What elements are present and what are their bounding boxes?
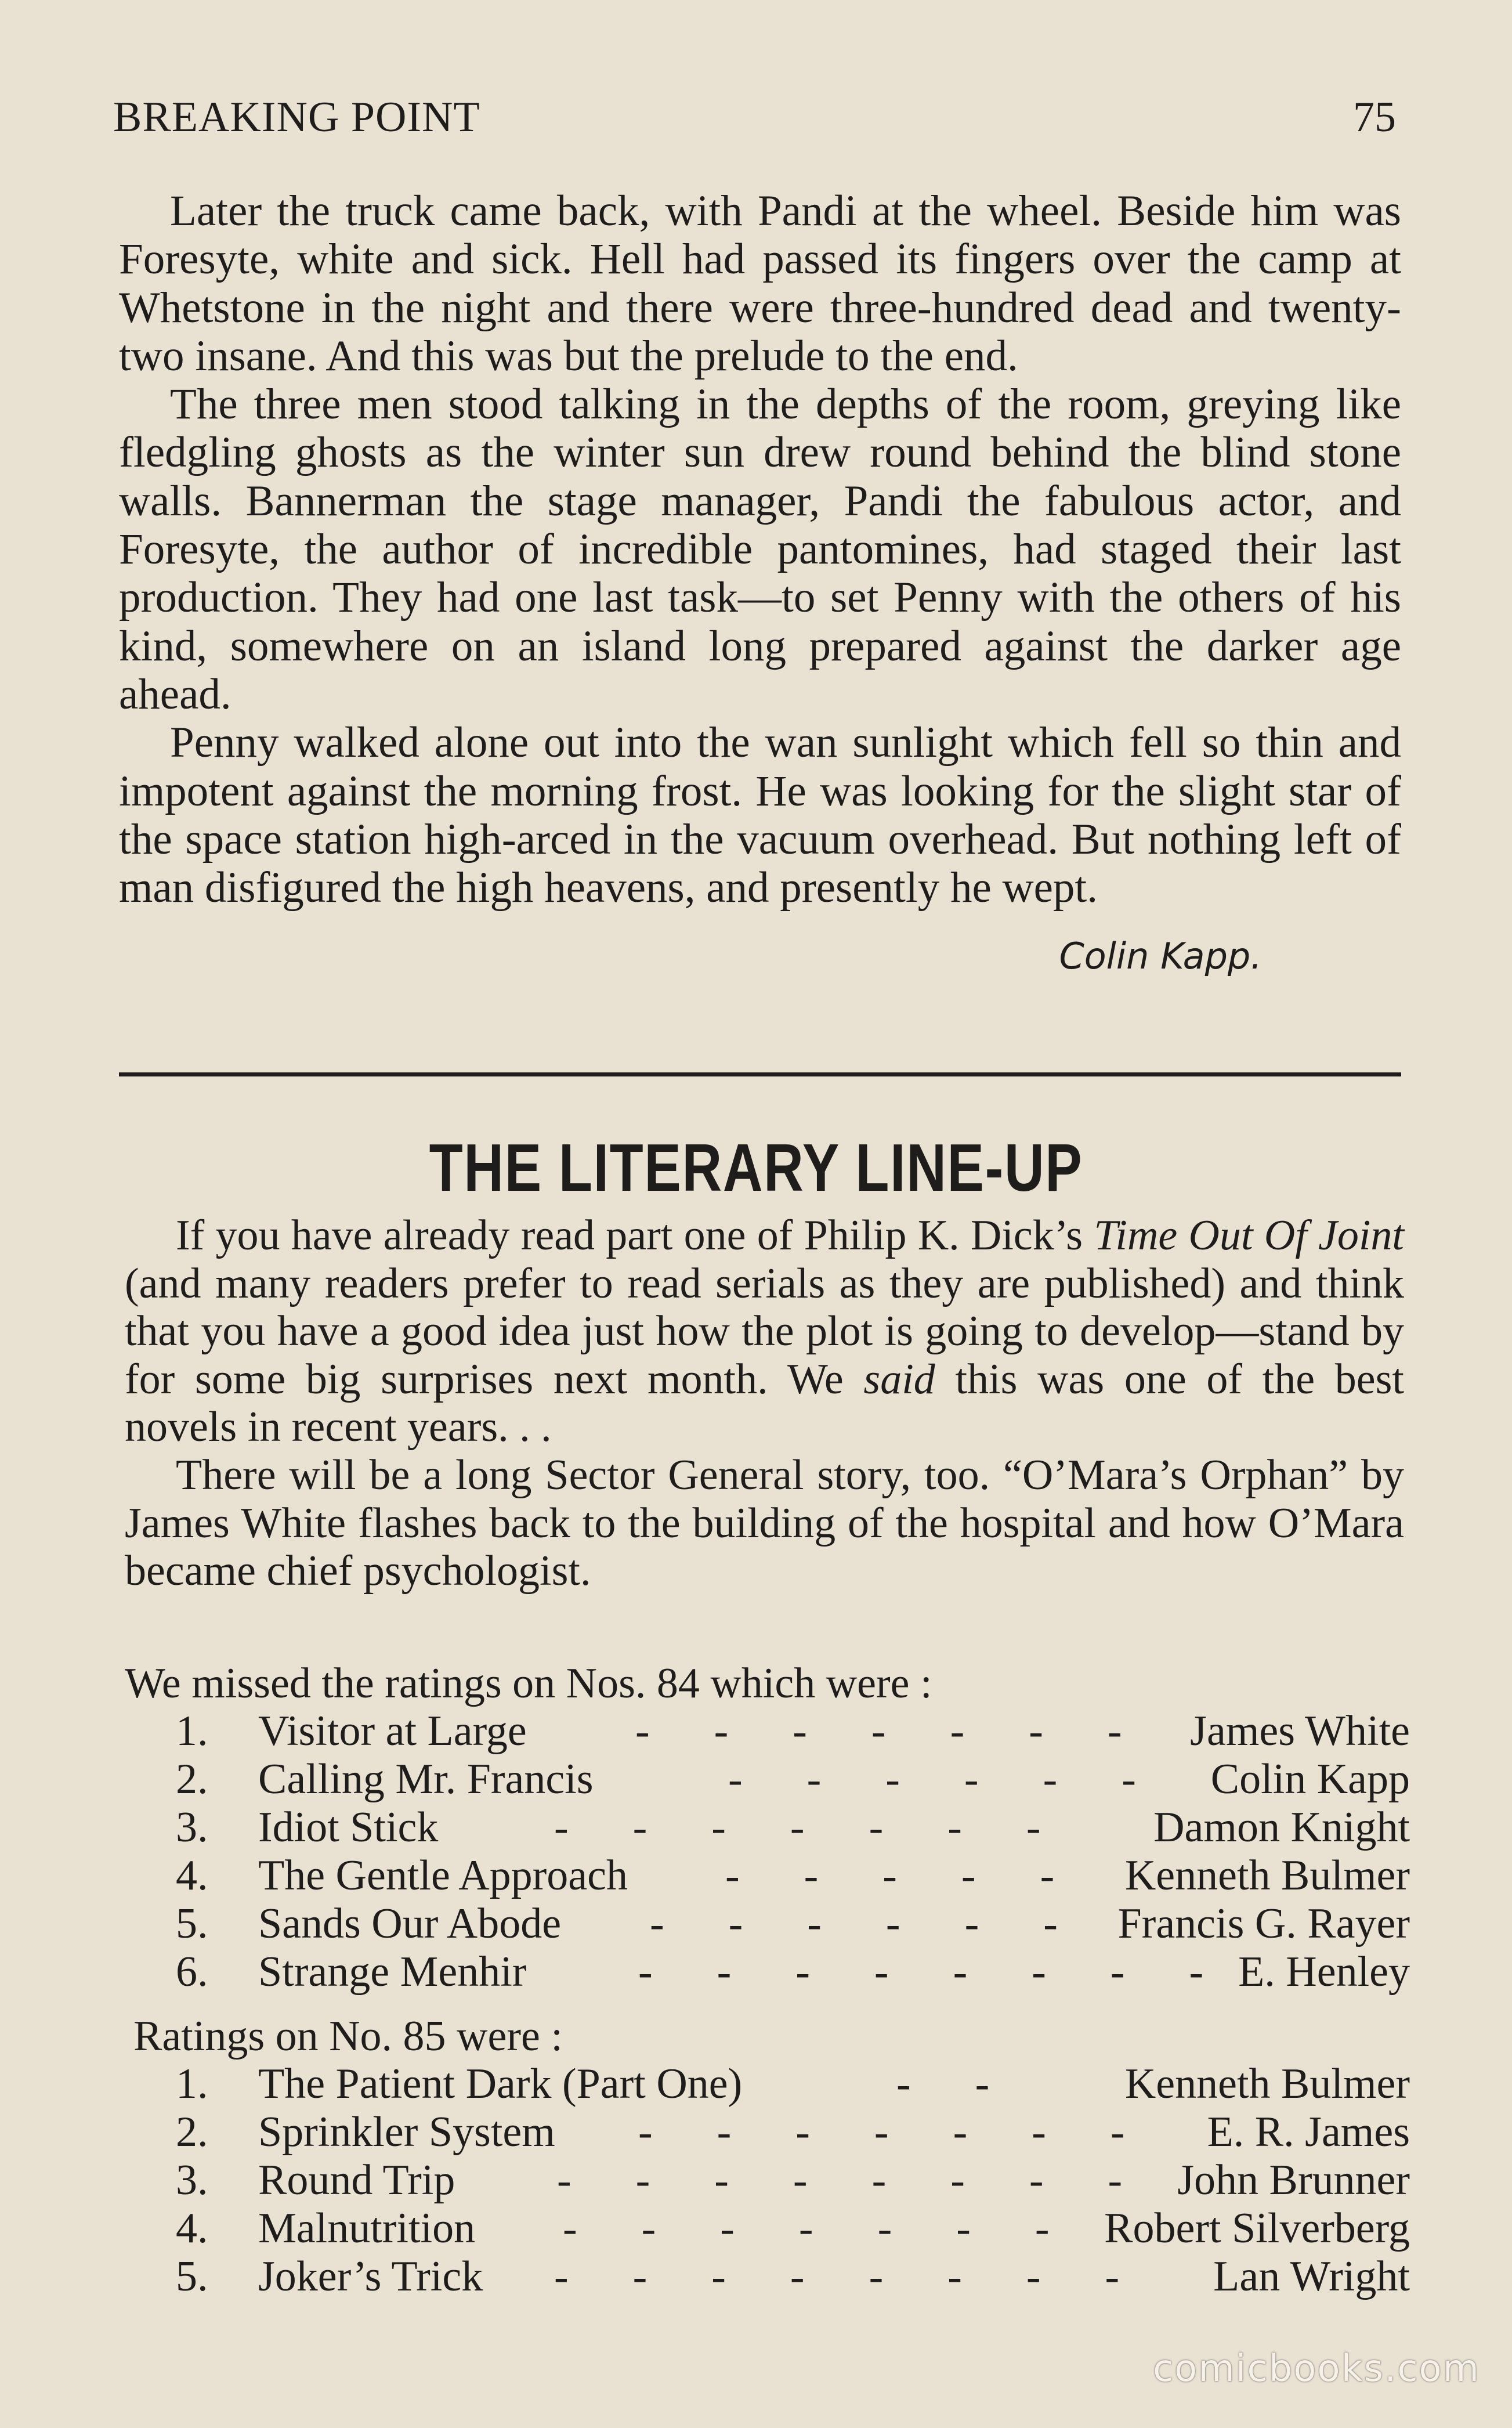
- story-title: Sands Our Abode: [258, 1900, 562, 1948]
- rating-number: 6.: [176, 1948, 208, 1996]
- rating-row: [125, 1900, 1410, 1948]
- leader-dashes: - - - - - - - -: [557, 2156, 1123, 2204]
- rating-row: [125, 1852, 1410, 1900]
- rating-number: 3.: [176, 1804, 208, 1851]
- rating-number: 4.: [176, 1852, 208, 1899]
- leader-dashes: - - - - - -: [728, 1755, 1136, 1803]
- rating-number: 3.: [176, 2156, 208, 2204]
- rating-number: 5.: [176, 2253, 208, 2300]
- rating-number: 2.: [176, 2108, 208, 2156]
- rating-number: 5.: [176, 1900, 208, 1948]
- rating-number: 1.: [176, 2060, 208, 2108]
- story-paragraph: Later the truck came back, with Pandi at the wheel. Beside him was Foresyte, white and sick. Hell had passed its fingers over the camp at Whetstone in the night and there were three-hundred dead and twenty-two insane. And this was but the prelude to the end.: [119, 187, 1401, 380]
- rating-row: [125, 2108, 1410, 2156]
- leader-dashes: - - - - - - - -: [554, 2253, 1120, 2300]
- lineup-text-run: this was one of the best novels in recent years. . .: [125, 1355, 1404, 1451]
- story-title: Idiot Stick: [258, 1804, 439, 1851]
- rating-row: [125, 2060, 1410, 2108]
- leader-dashes: - -: [896, 2060, 990, 2108]
- story-title: The Gentle Approach: [258, 1852, 628, 1899]
- story-author: John Brunner: [1177, 2156, 1410, 2204]
- story-author: Kenneth Bulmer: [1124, 2060, 1410, 2108]
- story-author: E. Henley: [1238, 1948, 1410, 1996]
- rating-row: [125, 1948, 1410, 1996]
- leader-dashes: - - - - -: [725, 1852, 1055, 1899]
- rating-number: 2.: [176, 1755, 208, 1803]
- story-title: Sprinkler System: [258, 2108, 555, 2156]
- story-title: Strange Menhir: [258, 1948, 527, 1996]
- page-number: 75: [1353, 93, 1396, 141]
- rating-row: [125, 2205, 1410, 2253]
- emphasis-word: said: [863, 1355, 935, 1403]
- rating-row: [125, 1707, 1410, 1755]
- rating-row: [125, 1804, 1410, 1852]
- author-signature: Colin Kapp.: [1059, 935, 1262, 978]
- story-author: Colin Kapp: [1210, 1755, 1410, 1803]
- leader-dashes: - - - - - - - -: [638, 1948, 1204, 1996]
- story-paragraph: Penny walked alone out into the wan sunlight which fell so thin and impotent against the morning frost. He was looking for the slight star of the space station high-arced in the vacuum overhead. But nothing left of man disfigured the high heavens, and presently he wept.: [119, 718, 1401, 912]
- leader-dashes: - - - - - - -: [554, 1804, 1041, 1851]
- rating-row: [125, 2156, 1410, 2205]
- section-divider: [119, 1072, 1401, 1076]
- site-watermark: comicbooks.com: [1152, 2347, 1480, 2390]
- page-header: [113, 93, 1396, 151]
- story-title: The Patient Dark (Part One): [258, 2060, 743, 2108]
- section-heading: THE LITERARY LINE-UP: [429, 1130, 1083, 1205]
- ratings-title: Ratings on No. 85 were :: [133, 2013, 563, 2060]
- story-author: Robert Silverberg: [1104, 2205, 1410, 2252]
- lineup-paragraph: There will be a long Sector General story, too. “O’Mara’s Orphan” by James White flashes back to the building of the hospital and how O’Mara became chief psychologist.: [125, 1451, 1404, 1595]
- story-author: Lan Wright: [1213, 2253, 1410, 2300]
- story-author: Kenneth Bulmer: [1124, 1852, 1410, 1899]
- rating-row: [125, 1755, 1410, 1804]
- story-author: E. R. James: [1207, 2108, 1410, 2156]
- lineup-text-run: (and many readers prefer to read serials as they are published) and think that you have a good idea just how the plot is going to develop—stand by for some big surprises next month. We: [125, 1259, 1404, 1403]
- story-paragraph: The three men stood talking in the depths of the room, greying like fledgling ghosts as the winter sun drew round behind the blind stone walls. Bannerman the stage manager, Pandi the fabulous actor, and Foresyte, the author of incredible pantomines, had staged their last production. They had one last task—to set Penny with the others of his kind, somewhere on an island long prepared against the darker age ahead.: [119, 380, 1401, 718]
- story-text: [119, 187, 1401, 977]
- story-title: Visitor at Large: [258, 1707, 527, 1755]
- ratings-list-85: [125, 2013, 1410, 2301]
- rating-row: [125, 2253, 1410, 2301]
- story-title: Round Trip: [258, 2156, 455, 2204]
- leader-dashes: - - - - - - -: [635, 1707, 1122, 1755]
- lineup-paragraph: [125, 1212, 1404, 1451]
- rating-number: 1.: [176, 1707, 208, 1755]
- story-title: Malnutrition: [258, 2205, 476, 2252]
- ratings-title: We missed the ratings on Nos. 84 which were :: [125, 1660, 932, 1707]
- story-title: Joker’s Trick: [258, 2253, 483, 2300]
- lineup-text-run: If you have already read part one of Philip K. Dick’s: [176, 1212, 1094, 1259]
- leader-dashes: - - - - - - -: [563, 2205, 1050, 2252]
- story-author: Damon Knight: [1153, 1804, 1410, 1851]
- story-title: Calling Mr. Francis: [258, 1755, 594, 1803]
- ratings-list-84: [125, 1660, 1410, 1996]
- serial-title: Time Out Of Joint: [1094, 1212, 1404, 1259]
- rating-number: 4.: [176, 2205, 208, 2252]
- leader-dashes: - - - - - - -: [638, 2108, 1125, 2156]
- story-author: James White: [1190, 1707, 1410, 1755]
- leader-dashes: - - - - - -: [650, 1900, 1058, 1948]
- running-title: BREAKING POINT: [113, 93, 480, 141]
- story-author: Francis G. Rayer: [1117, 1900, 1410, 1948]
- lineup-text: [125, 1212, 1404, 1595]
